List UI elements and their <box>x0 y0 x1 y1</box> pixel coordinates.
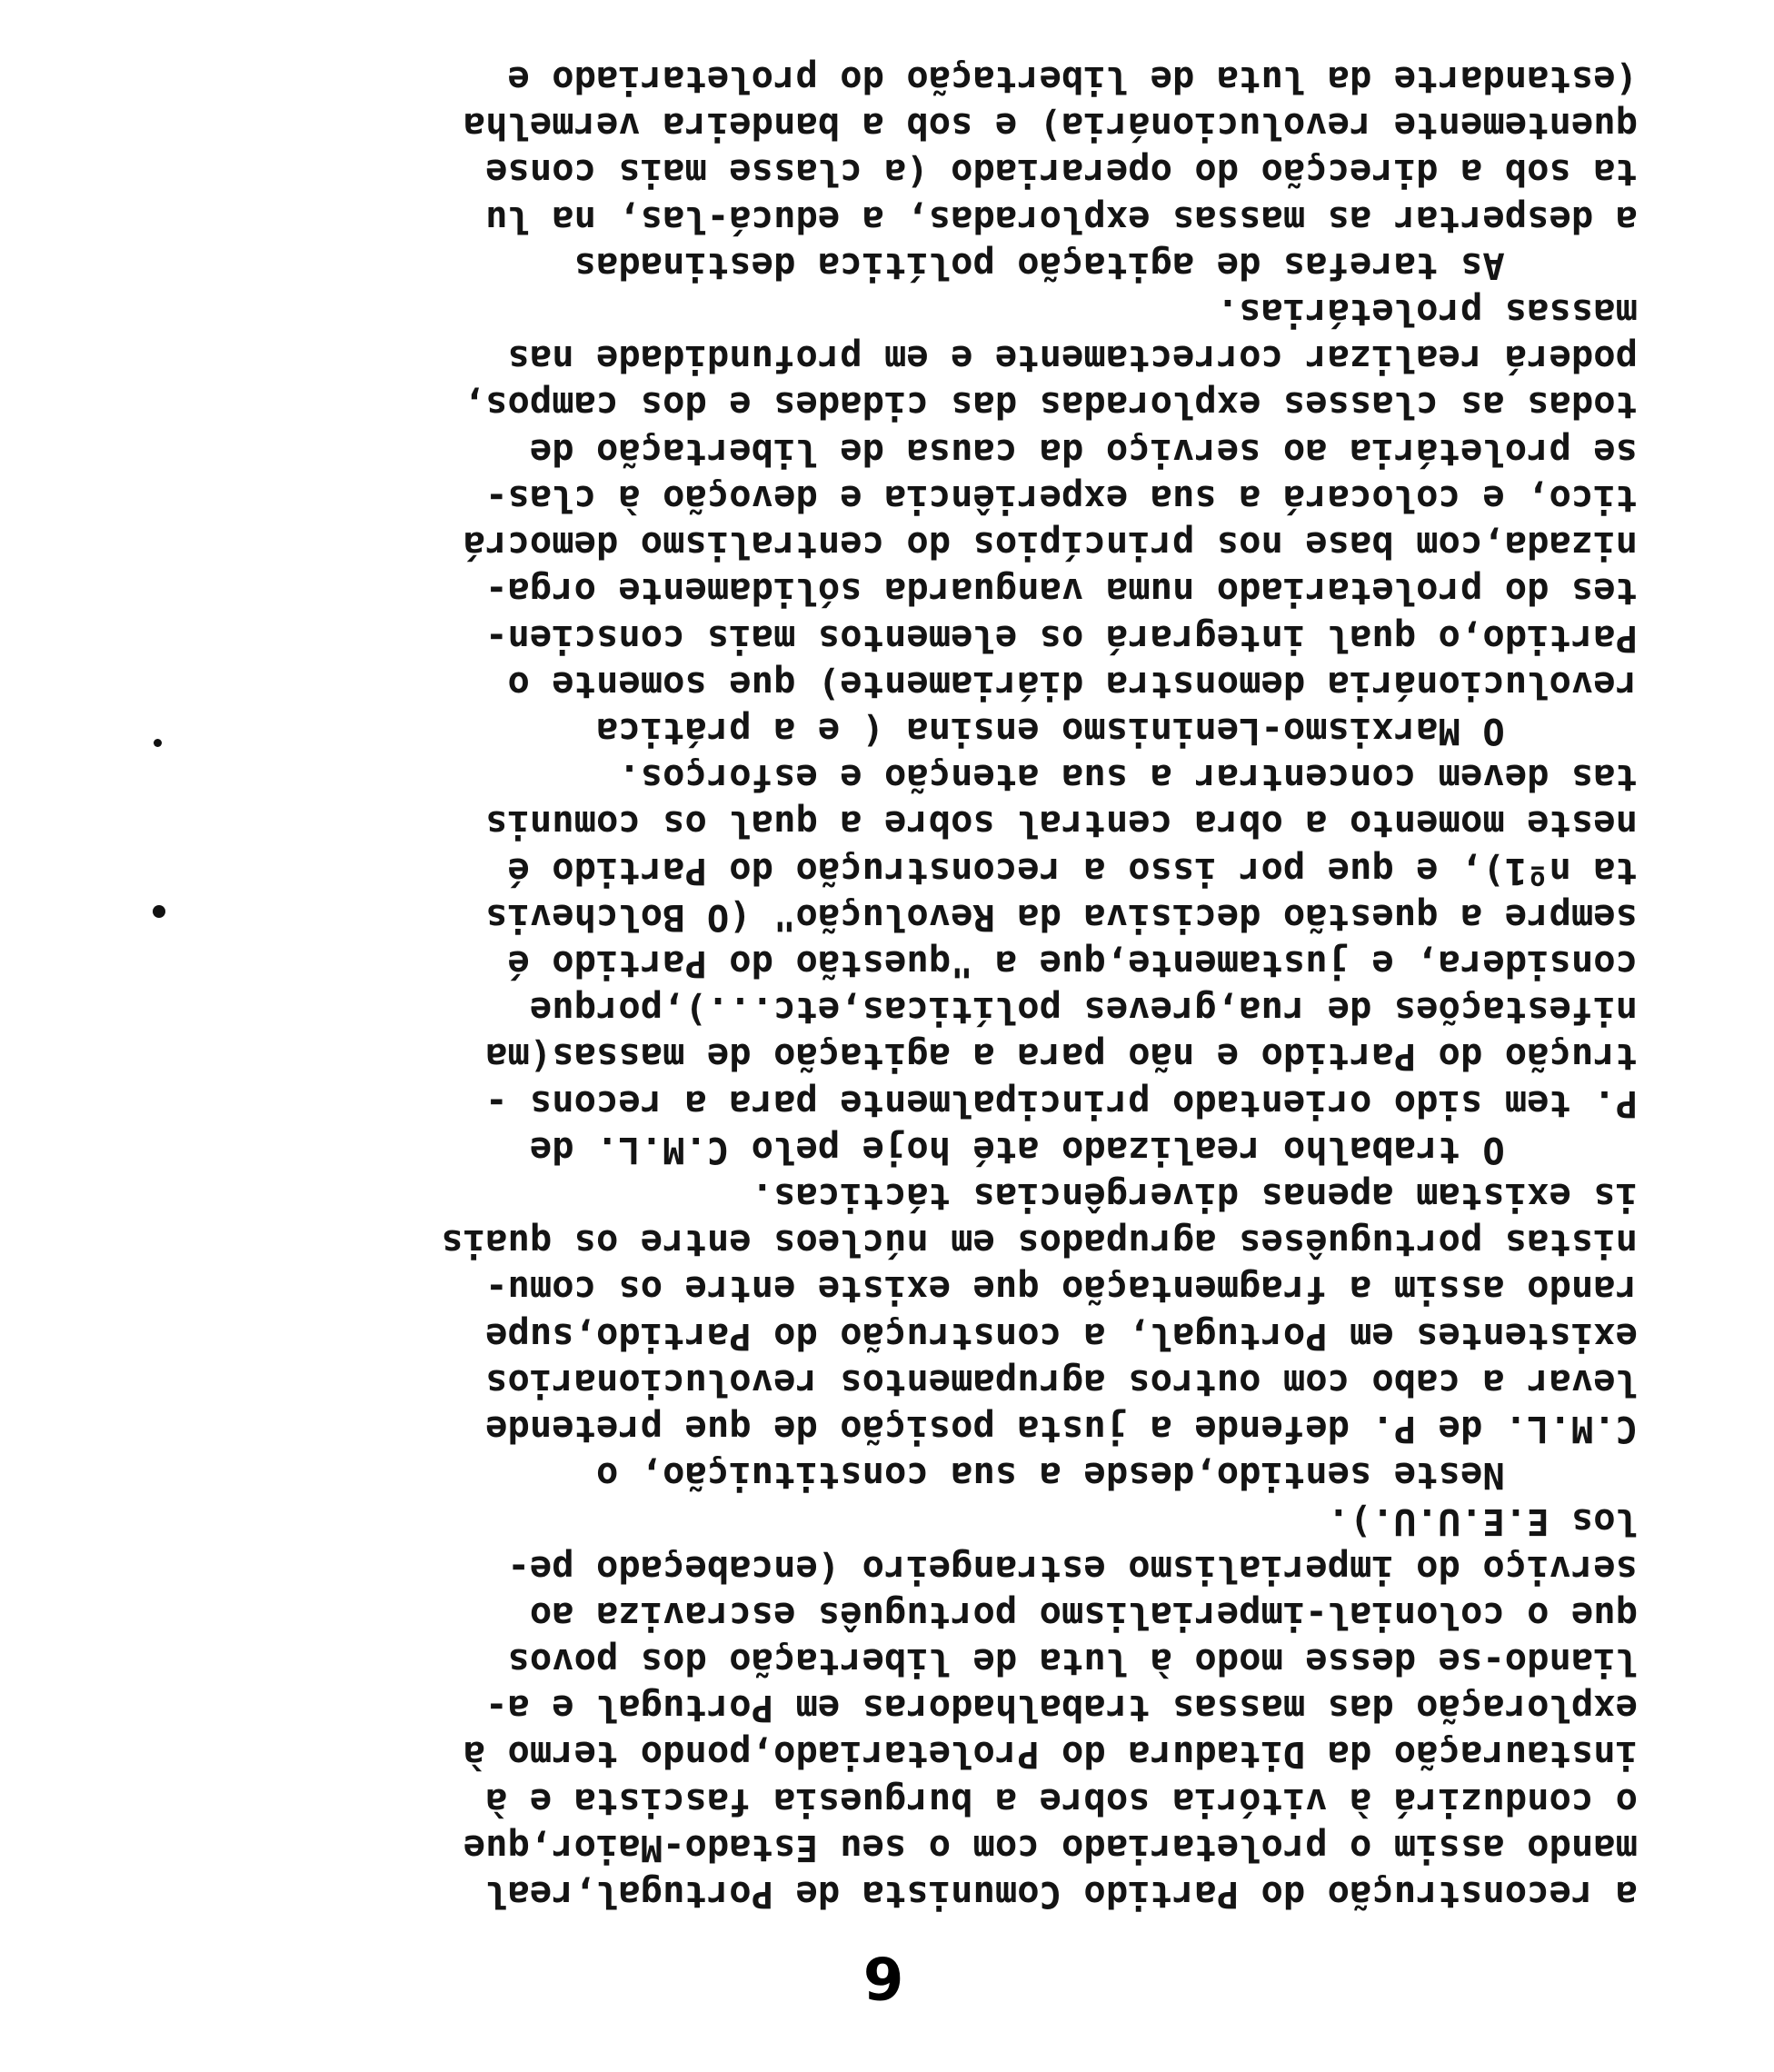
text-line: los E.E.U.U.). <box>1327 1500 1638 1545</box>
text-line: poderá realizar correctamente e em profundidade nas <box>507 337 1638 382</box>
text-line: rando assim a fragmentação que existe entre os comu- <box>485 1268 1638 1312</box>
text-line: Neste sentido,desde a sua constituição, o <box>595 1454 1638 1499</box>
text-line: quentemente revolucionária) e sob a bandeira vermelha <box>463 105 1638 149</box>
text-line: a reconstrução do Partido Comunista de Portugal,real <box>485 1873 1638 1917</box>
text-line: neste momento a obra central sobre a qual os comunis <box>485 802 1638 847</box>
text-line: ta nº1), e que por isso a reconstrução do Partido é <box>507 849 1638 893</box>
page-number: 6 <box>862 1943 904 2010</box>
text-line: todas as classes exploradas das cidades e dos campos, <box>463 384 1638 428</box>
text-line: Partido,o qual integrará os elementos mais conscien- <box>485 616 1638 661</box>
text-line: existentes em Portugal, a construção do Partido,supe <box>485 1314 1638 1359</box>
text-line: ta sob a direcção do operariado (a classe mais conse <box>485 151 1638 195</box>
text-line: revolucionária demonstra diáriamente) que somente o <box>507 662 1638 707</box>
text-line: tas devem concentrar a sua atenção e esforços. <box>618 756 1638 801</box>
text-line: is existam apenas divergências tácticas. <box>751 1174 1638 1219</box>
text-line: serviço do imperialismo estrangeiro (encabeçado pe- <box>507 1547 1638 1591</box>
text-line: se proletária ao serviço da causa de libertação de <box>529 430 1638 474</box>
text-line: nizada,com base nos princípios do centralismo democrá <box>463 523 1638 568</box>
text-line: trução do Partido e não para a agitação de massas(ma <box>485 1035 1638 1080</box>
text-line: que o colonial-imperialismo português escraviza ao <box>529 1593 1638 1638</box>
text-line: P. tem sido orientado principalmente para a recons - <box>485 1081 1638 1126</box>
ink-dot <box>153 905 165 918</box>
text-line: (estandarte da luta de libertação do proletariado e <box>507 58 1638 103</box>
text-line: mando assim o proletariado com o seu Estado-Maior,que <box>463 1826 1638 1870</box>
text-line: a despertar as massas exploradas, a educá-las, na lu <box>485 197 1638 242</box>
typewritten-text-block <box>120 56 1638 1918</box>
text-line: liando-se desse modo à luta de libertação dos povos <box>507 1639 1638 1684</box>
text-line: nistas portuguêses agrupados em núcleos entre os quais <box>441 1221 1638 1266</box>
text-line: tico, e colocará a sua experiência e devoção à clas- <box>485 476 1638 521</box>
text-line: considera, e justamente,que a "questão do Partido é <box>507 941 1638 986</box>
text-line: massas proletárias. <box>1216 291 1638 335</box>
text-line: O trabalho realizado até hoje pelo C.M.L. de <box>529 1128 1638 1172</box>
text-line: sempre a questão decisiva da Revolução" (O Bolchevis <box>485 895 1638 940</box>
text-line: O Marxismo-Leninismo ensina ( e a prática <box>595 709 1638 753</box>
text-line: o conduzirá à vitória sobre a burguesia fascista e à <box>485 1779 1638 1824</box>
text-line: As tarefas de agitação política destinadas <box>573 244 1638 288</box>
text-line: instauração da Ditadura do Proletariado,pondo termo à <box>463 1733 1638 1778</box>
text-line: levar a cabo com outros agrupamentos revolucionarios <box>485 1360 1638 1405</box>
ink-dot <box>154 739 162 747</box>
text-line: exploração das massas trabalhadoras em Portugal e a- <box>485 1687 1638 1731</box>
text-line: nifestações de rua,greves políticas,etc...),porque <box>529 989 1638 1033</box>
text-line: tes do proletariado numa vanguarda sólidamente orga- <box>485 570 1638 614</box>
text-line: C.M.L. de P. defende a justa posição de que pretende <box>485 1407 1638 1451</box>
